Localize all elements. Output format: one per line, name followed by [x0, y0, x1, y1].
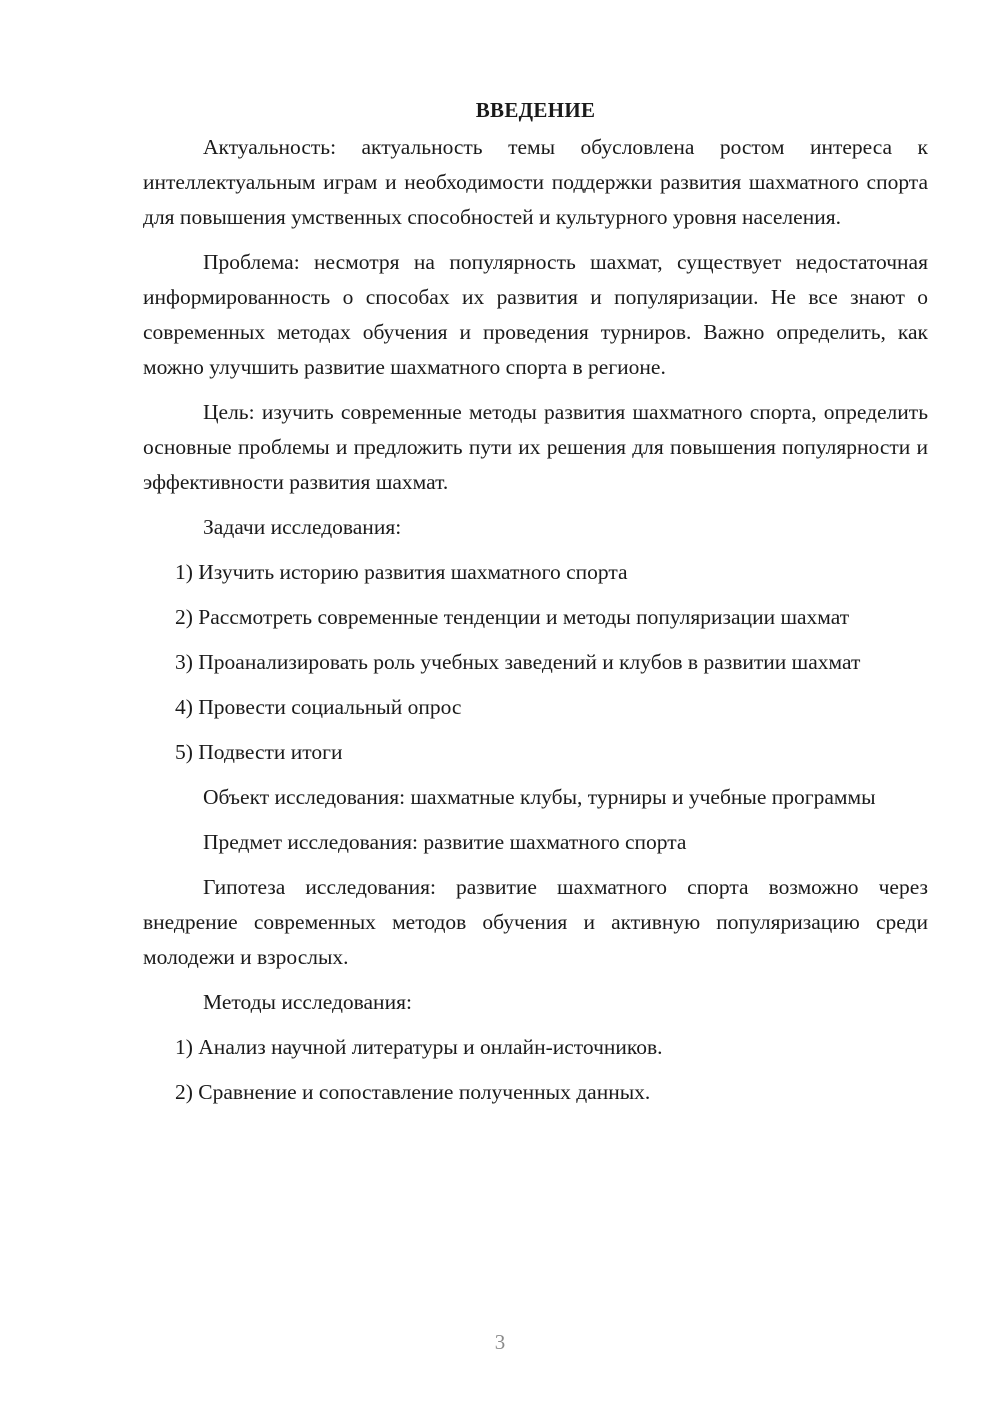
- task-item: 5) Подвести итоги: [175, 740, 343, 764]
- method-item: 1) Анализ научной литературы и онлайн-источников.: [175, 1035, 663, 1059]
- problem-paragraph: Проблема: несмотря на популярность шахмат, существует недостаточная информированность о способах их развития и популяризации. Не все знают о современных методах обучения и проведения турниров. Важно определить, как можно улучшить развитие шахматного спорта в регионе.: [143, 250, 928, 379]
- task-item: 4) Провести социальный опрос: [175, 695, 462, 719]
- task-item: 1) Изучить историю развития шахматного спорта: [175, 560, 628, 584]
- section-heading: ВВЕДЕНИЕ: [475, 98, 596, 122]
- hypothesis-paragraph: Гипотеза исследования: развитие шахматного спорта возможно через внедрение современных методов обучения и активную популяризацию среди молодежи и взрослых.: [143, 875, 928, 969]
- task-item: 2) Рассмотреть современные тенденции и методы популяризации шахмат: [175, 605, 850, 629]
- document-page: [143, 93, 928, 1120]
- task-item: 3) Проанализировать роль учебных заведений и клубов в развитии шахмат: [175, 650, 861, 674]
- subject-paragraph: Предмет исследования: развитие шахматного спорта: [203, 830, 687, 854]
- page-number: 3: [494, 1330, 506, 1354]
- method-item: 2) Сравнение и сопоставление полученных данных.: [175, 1080, 651, 1104]
- tasks-title: Задачи исследования:: [203, 515, 402, 539]
- relevance-paragraph: Актуальность: актуальность темы обусловлена ростом интереса к интеллектуальным играм и необходимости поддержки развития шахматного спорта для повышения умственных способностей и культурного уровня населения.: [143, 135, 928, 229]
- goal-paragraph: Цель: изучить современные методы развития шахматного спорта, определить основные проблемы и предложить пути их решения для повышения популярности и эффективности развития шахмат.: [143, 400, 928, 494]
- object-paragraph: Объект исследования: шахматные клубы, турниры и учебные программы: [203, 785, 876, 809]
- methods-title: Методы исследования:: [203, 990, 412, 1014]
